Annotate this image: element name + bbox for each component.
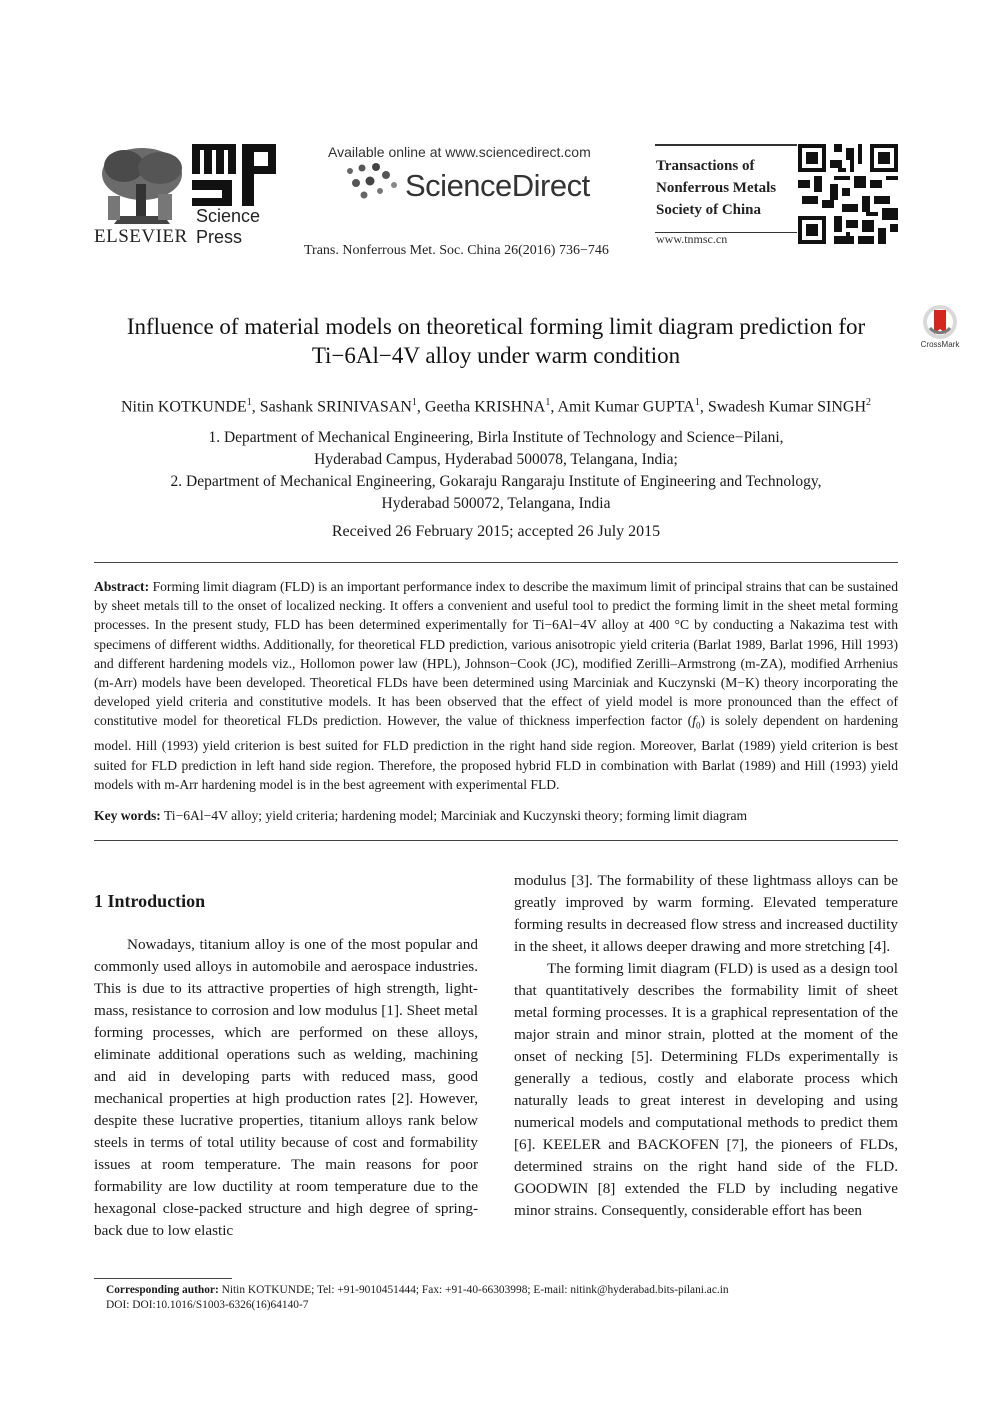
journal-citation: Trans. Nonferrous Met. Soc. China 26(2016) 736−746 xyxy=(304,243,609,258)
elsevier-wordmark: ELSEVIER xyxy=(94,226,188,247)
sciencedirect-online-text: Available online at www.sciencedirect.com xyxy=(328,144,591,160)
author-name: Nitin KOTKUNDE xyxy=(120,398,247,416)
body-paragraph: modulus [3]. The formability of these lightmass alloys can be greatly improved by warm forming. Elevated temperature forming results in decreased flow stress and increased ductility in the sheet, it allows deeper drawing and more stretching [4]. xyxy=(514,872,898,955)
qr-code-icon xyxy=(798,144,898,244)
author-name: Swadesh Kumar SINGH xyxy=(707,398,867,416)
imperfection-subscript: 0 xyxy=(696,721,701,732)
body-column-left xyxy=(94,870,478,1242)
author-affiliation-mark: 1 xyxy=(246,397,252,408)
author-affiliation-mark: 1 xyxy=(545,397,551,408)
abstract-text: Forming limit diagram (FLD) is an important performance index to describe the maximum limit of principal strains that can be sustained by sheet metals till to the onset of localized necking. It offers a convenient and useful tool to predict the forming limit in the sheet metal forming processes. In the present study, FLD has been determined experimentally for Ti−6Al−4V alloy at 400 °C by conducting a Nakazima test with specimens of different widths. Additionally, for theoretical FLD prediction, various anisotropic yield criteria (Barlat 1989, Barlat 1996, Hill 1993) and different hardening models viz., Hollomon power law (HPL), Johnson−Cook (JC), modified Zerilli–Armstrong (m-ZA), modified Arrhenius (m-Arr) models have been developed. Theoretical FLDs have been determined using Marciniak and Kuczynski (M−K) theory incorporating the developed yield criteria and constitutive models. It has been observed that the effect of yield model is more pronounced than the effect of constitutive model for theoretical FLDs prediction. However, the value of thickness imperfection factor ( xyxy=(94,579,898,729)
affiliation-line: Hyderabad Campus, Hyderabad 500078, Telangana, India; xyxy=(314,451,678,468)
affiliation-line: Hyderabad 500072, Telangana, India xyxy=(381,495,611,512)
affiliation-line: 2. Department of Mechanical Engineering, Gokaraju Rangaraju Institute of Engineering and Technology, xyxy=(170,473,822,490)
author-affiliation-mark: 1 xyxy=(694,397,700,408)
author-name: Amit Kumar GUPTA xyxy=(557,398,695,416)
author-affiliation-mark: 1 xyxy=(411,397,417,408)
author-list: Nitin KOTKUNDE$^1$, Sashank SRINIVASAN$^1$, Geetha KRISHNA$^1$, Amit Kumar GUPTA$^1$, Swadesh Kumar SINGH$^2$ xyxy=(120,397,872,416)
crossmark-label[interactable]: CrossMark xyxy=(920,340,960,349)
sciencedirect-wordmark: ScienceDirect xyxy=(405,168,590,203)
page-header xyxy=(0,0,992,270)
author-affiliation-mark: 2 xyxy=(866,397,872,408)
science-press-wordmark: Science Press xyxy=(196,206,261,247)
footnote-divider xyxy=(94,1278,232,1279)
keywords xyxy=(94,806,898,825)
abstract-text-continued: ) is solely dependent on hardening model. Hill (1993) yield criterion is best suited for FLD prediction in the right hand side region. Moreover, Barlat (1989) yield criterion is best suited for FLD prediction in left hand side region. Therefore, the proposed hybrid FLD in combination with Barlat (1989) and Hill (1993) yield models with m-Arr hardening model is in the best agreement with experimental FLD. xyxy=(94,713,898,792)
abstract-label: Abstract: xyxy=(94,579,150,594)
body-paragraph: The forming limit diagram (FLD) is used as a design tool that quantitatively describes the formability limit of sheet metal forming processes. It is a graphical representation of the major strain and minor strain, plotted at the moment of the onset of necking [5]. Determining FLDs experimentally is generally a tedious, costly and elaborate process which naturally leads to great interest in developing and using numerical models and computational methods to predict them [6]. KEELER and BACKOFEN [7], the pioneers of FLDs, determined strains on the right hand side of the FLD. GOODWIN [8] extended the FLD by including negative minor strains. Consequently, considerable effort has been xyxy=(514,960,898,1219)
affiliation-line: 1. Department of Mechanical Engineering, Birla Institute of Technology and Science−Pilani, xyxy=(208,429,784,446)
journal-title-box xyxy=(655,144,797,233)
divider xyxy=(94,562,898,563)
journal-title: Transactions of Nonferrous Metals Society of China xyxy=(656,158,777,218)
science-press-logo-icon xyxy=(192,144,276,206)
author-name: Sashank SRINIVASAN xyxy=(259,398,412,416)
article-title: Influence of material models on theoretical forming limit diagram prediction for Ti−6Al−4V alloy under warm condition xyxy=(126,314,866,368)
received-dates: Received 26 February 2015; accepted 26 July 2015 xyxy=(331,523,661,540)
sciencedirect-dots-icon xyxy=(342,163,406,203)
keywords-text: Ti−6Al−4V alloy; yield criteria; hardening model; Marciniak and Kuczynski theory; forming limit diagram xyxy=(163,808,748,823)
imperfection-symbol: f xyxy=(692,713,696,729)
footnote xyxy=(106,1283,906,1313)
abstract xyxy=(94,577,898,794)
corresponding-author-label: Corresponding author: xyxy=(106,1284,219,1296)
doi: DOI: DOI:10.1016/S1003-6326(16)64140-7 xyxy=(106,1299,309,1311)
body-paragraph: Nowadays, titanium alloy is one of the most popular and commonly used alloys in automobile and aerospace industries. This is due to its attractive properties of high strength, light-mass, resistance to corrosion and low modulus [1]. Sheet metal forming processes, which are performed on these alloys, eliminate additional operations such as welding, machining and aid in developing parts with reduced mass, good mechanical properties at high production rates [2]. However, despite these lucrative properties, titanium alloys rank below steels in terms of total utility because of cost and formability issues at room temperature. The main reasons for poor formability are low ductility at room temperature due to the hexagonal close-packed structure and high degree of spring-back due to low elastic xyxy=(94,936,478,1239)
corresponding-author xyxy=(106,1283,906,1298)
body-column-right xyxy=(514,870,898,1222)
keywords-label: Key words: xyxy=(94,808,161,823)
divider xyxy=(94,840,898,841)
author-name: Geetha KRISHNA xyxy=(424,398,546,416)
journal-url: www.tnmsc.cn xyxy=(656,232,728,246)
section-heading: 1 Introduction xyxy=(94,891,206,911)
corresponding-author-text: Nitin KOTKUNDE; Tel: +91-9010451444; Fax: +91-40-66303998; E-mail: nitink@hyderabad.bits-pilani.ac.in xyxy=(221,1284,729,1296)
